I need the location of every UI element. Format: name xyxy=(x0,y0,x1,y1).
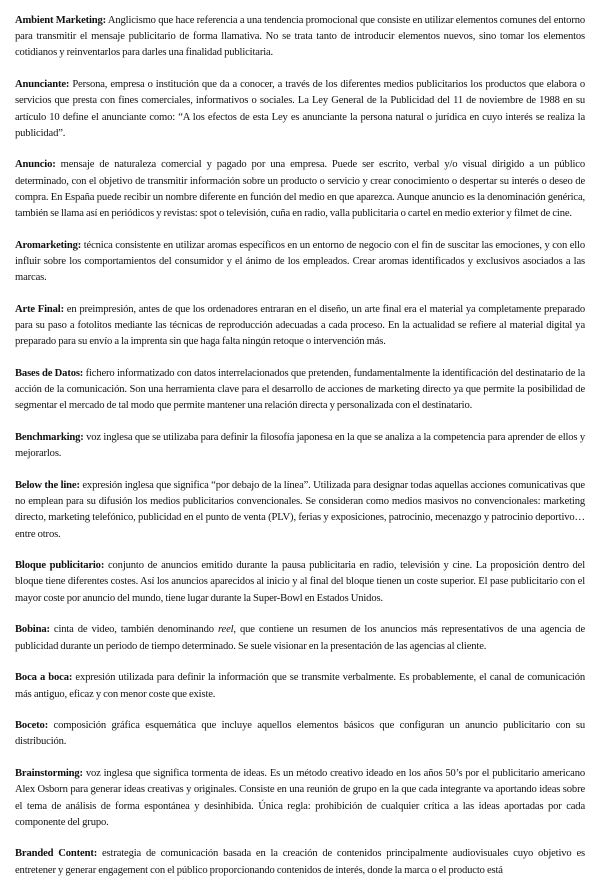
entry-term: Branded Content: xyxy=(15,848,98,860)
entry-boca-a-boca xyxy=(15,670,585,702)
entry-arte-final xyxy=(15,302,585,351)
entry-term: Aromarketing: xyxy=(15,239,82,251)
entry-branded-content xyxy=(15,846,585,878)
entry-term: Boceto: xyxy=(15,720,49,732)
entry-definition: , que contiene un resumen de los anuncios más representativos de una agencia de publicidad durante un periodo de tiempo determinado. Se suele visionar en la presentación de las agencias al cliente. xyxy=(15,624,585,652)
entry-italic-word: reel xyxy=(217,624,234,636)
entry-definition: expresión inglesa que significa “por debajo de la línea”. Utilizada para designar todas aquellas acciones comunicativas que no emplean para su difusión los medios publicitarios convencionales. Se consideran como medios masivos no convencionales: marketing directo, marketing telefónico, publicidad en el punto de venta (PLV), ferias y exposiciones, patrocinio, mecenazgo y patrocinio deportivo… entre otros. xyxy=(15,479,585,540)
entry-bobina xyxy=(15,622,585,654)
entry-below-the-line xyxy=(15,478,585,543)
entry-term: Brainstorming: xyxy=(15,768,83,780)
entry-term: Arte Final: xyxy=(15,303,64,315)
entry-definition: mensaje de naturaleza comercial y pagado por una empresa. Puede ser escrito, verbal y/o visual dirigido a un público determinado, con el objetivo de transmitir información sobre un producto o servicio y crear conocimiento o despertar su interés o deseo de compra. En España puede recibir un nombre diferente en función del medio en que aparezca. Aunque anuncio es la denominación genérica, también se llama así en periódicos y revistas: spot o televisión, cuña en radio, valla publicitaria o cartel en medio exterior y filmet de cine. xyxy=(15,159,585,220)
document-page xyxy=(15,13,585,894)
entry-benchmarking xyxy=(15,430,585,462)
entry-definition: estrategia de comunicación basada en la creación de contenidos principalmente audiovisuales cuyo objetivo es entretener y generar engagement con el público proporcionando contenidos de interés, donde la marca o el producto está xyxy=(15,848,585,876)
entry-definition: Persona, empresa o institución que da a conocer, a través de los diferentes medios publicitarios los productos que elabora o servicios que presta con fines comerciales, informativos o sociales. La Ley General de la Publicidad del 11 de noviembre de 1988 en su artículo 10 define el anunciante como: “A los efectos de esta Ley es anunciante la persona natural o jurídica en cuyo interés se realiza la publicidad”. xyxy=(15,79,585,139)
entry-boceto xyxy=(15,718,585,750)
entry-definition: conjunto de anuncios emitido durante la pausa publicitaria en radio, televisión y cine. La proposición dentro del bloque tiene diferentes costes. Así los anuncios aparecidos al inicio y al final del bloque tienen un coste superior. El pase publicitario con el mayor coste por anuncio del mundo, tiene lugar durante la Super-Bowl en Estados Unidos. xyxy=(15,560,585,604)
entry-definition: fichero informatizado con datos interrelacionados que pretenden, fundamentalmente la identificación del destinatario de la acción de la comunicación. Son una herramienta clave para el desarrollo de acciones de marketing directo ya que permite la posibilidad de segmentar el mercado de tal modo que permite mantener una relación directa y personalizada con el destinatario. xyxy=(15,367,585,412)
entry-term: Anunciante: xyxy=(15,79,70,91)
entry-anuncio xyxy=(15,157,585,222)
entry-definition: técnica consistente en utilizar aromas específicos en un entorno de negocio con el fin de suscitar las emociones, y con ello influir sobre los comportamientos del consumidor y el ánimo de los empleados. Crear aromas identificados y exclusivos asociados a las marcas. xyxy=(15,239,585,284)
entry-definition: expresión utilizada para definir la información que se transmite verbalmente. Es probablemente, el canal de comunicación más antiguo, eficaz y con menor coste que existe. xyxy=(15,672,585,700)
entry-term: Benchmarking: xyxy=(15,432,84,444)
entry-ambient-marketing xyxy=(15,13,585,62)
entry-anunciante xyxy=(15,77,585,142)
entry-aromarketing xyxy=(15,238,585,287)
entry-definition: Anglicismo que hace referencia a una tendencia promocional que consiste en utilizar elementos comunes del entorno para transmitir el mensaje publicitario de forma llamativa. No se trata tanto de introducir elementos nuevos, sino tomar los elementos cotidianos y reinventarlos para darles una finalidad publicitaria. xyxy=(15,15,586,59)
entry-term: Boca a boca: xyxy=(15,672,73,684)
entry-term: Anuncio: xyxy=(15,159,56,171)
entry-term: Below the line: xyxy=(15,479,80,491)
entry-definition: voz inglesa que significa tormenta de ideas. Es un método creativo ideado en los años 50’s por el publicitario americano Alex Osborn para generar ideas creativas y originales. Consiste en una reunión de grupo en la que cada integrante va aportando ideas sobre el tema de análisis de forma espontánea y desinhibida. Única regla: prohibición de cualquier crítica a las ideas aportadas por cada componente del grupo. xyxy=(15,768,585,828)
entry-term: Bloque publicitario: xyxy=(15,560,105,572)
entry-definition: voz inglesa que se utilizaba para definir la filosofía japonesa en la que se analiza a la competencia para aprender de ellos y mejorarlos. xyxy=(15,432,585,460)
entry-definition: en preimpresión, antes de que los ordenadores entraran en el diseño, un arte final era el material ya completamente preparado para su paso a fotolitos mediante las técnicas de reproducción adecuadas a cada proceso. En la actualidad se refiere al material digital ya preparado para su envío a la imprenta sin que haga falta ningún retoque o intervención más. xyxy=(15,303,585,348)
entry-definition-start: cinta de video, también denominando xyxy=(49,624,218,636)
entry-term: Ambient Marketing: xyxy=(15,15,107,26)
entry-term: Bases de Datos: xyxy=(15,367,84,379)
entry-definition: composición gráfica esquemática que incluye aquellos elementos básicos que configuran un anuncio publicitario con su distribución. xyxy=(15,720,585,748)
entry-bloque-publicitario xyxy=(15,558,585,607)
entry-brainstorming xyxy=(15,766,585,831)
entry-bases-de-datos xyxy=(15,366,585,415)
entry-term: Bobina: xyxy=(15,624,50,636)
